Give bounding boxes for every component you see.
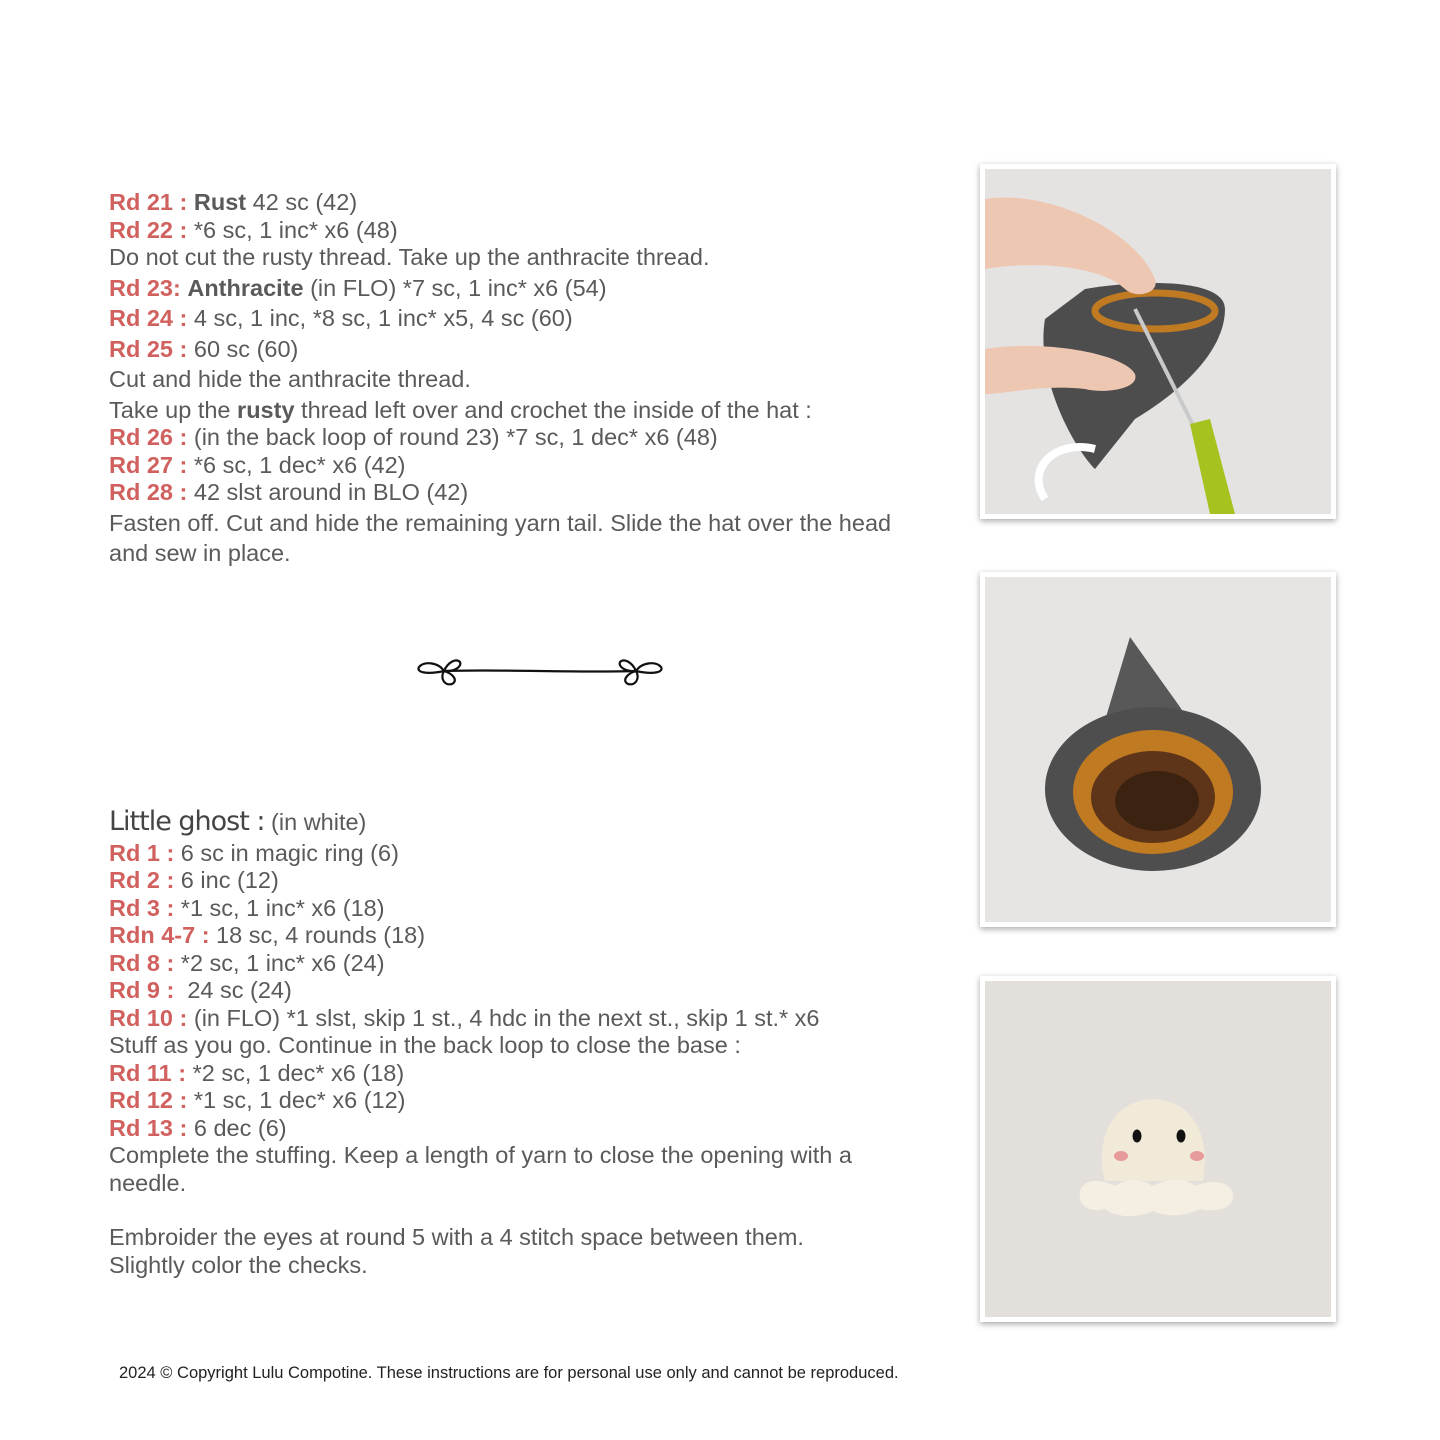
round-26: Rd 26 : (in the back loop of round 23) *7 sc, 1 dec* x6 (48)	[109, 424, 718, 450]
hat-instructions	[109, 189, 891, 568]
round-25: Rd 25 : 60 sc (60)	[109, 335, 299, 362]
round-27: Rd 27 : *6 sc, 1 dec* x6 (42)	[109, 451, 406, 478]
round-9: Rd 9 : 24 sc (24)	[109, 977, 292, 1003]
instruction-line: Slightly color the checks.	[109, 1251, 368, 1278]
ghost-heading: Little ghost : (in white)	[109, 806, 367, 837]
round-11: Rd 11 : *2 sc, 1 dec* x6 (18)	[109, 1059, 405, 1086]
round-22: Rd 22 : *6 sc, 1 inc* x6 (48)	[109, 216, 398, 243]
instruction-line: Stuff as you go. Continue in the back loop to close the base :	[109, 1032, 741, 1058]
round-21: Rd 21 : Rust 42 sc (42)	[109, 189, 358, 215]
round-10: Rd 10 : (in FLO) *1 slst, skip 1 st., 4 hdc in the next st., skip 1 st.* x6	[109, 1004, 820, 1031]
round-8: Rd 8 : *2 sc, 1 inc* x6 (24)	[109, 949, 385, 976]
round-28: Rd 28 : 42 slst around in BLO (42)	[109, 479, 469, 505]
round-23: Rd 23: Anthracite (in FLO) *7 sc, 1 inc* x6 (54)	[109, 274, 607, 301]
instruction-line: Take up the rusty thread left over and crochet the inside of the hat :	[109, 396, 812, 423]
photo-hat-crocheting	[980, 164, 1336, 519]
rounds-4-7: Rdn 4-7 : 18 sc, 4 rounds (18)	[109, 922, 426, 948]
ghost-instructions	[109, 808, 852, 1279]
instruction-line: Fasten off. Cut and hide the remaining yarn tail. Slide the hat over the head	[109, 509, 892, 536]
decorative-divider-icon	[414, 650, 666, 692]
photo-witch-hat	[980, 572, 1336, 927]
round-13: Rd 13 : 6 dec (6)	[109, 1114, 287, 1141]
instruction-line: and sew in place.	[109, 540, 291, 566]
round-1: Rd 1 : 6 sc in magic ring (6)	[109, 839, 399, 866]
instruction-line: Do not cut the rusty thread. Take up the anthracite thread.	[109, 244, 710, 270]
photo-little-ghost	[980, 976, 1336, 1322]
hat-crochet-image	[985, 169, 1331, 514]
witch-hat-image	[985, 577, 1331, 922]
round-24: Rd 24 : 4 sc, 1 inc, *8 sc, 1 inc* x5, 4 sc (60)	[109, 305, 573, 331]
round-3: Rd 3 : *1 sc, 1 inc* x6 (18)	[109, 894, 385, 921]
instruction-line: Embroider the eyes at round 5 with a 4 stitch space between them.	[109, 1224, 804, 1250]
instruction-line: Cut and hide the anthracite thread.	[109, 366, 471, 392]
instruction-line: Complete the stuffing. Keep a length of yarn to close the opening with a	[109, 1142, 852, 1168]
copyright-footer: 2024 © Copyright Lulu Compotine. These instructions are for personal use only and cannot be reproduced.	[119, 1364, 899, 1382]
round-12: Rd 12 : *1 sc, 1 dec* x6 (12)	[109, 1087, 406, 1113]
instruction-line: needle.	[109, 1169, 187, 1196]
round-2: Rd 2 : 6 inc (12)	[109, 867, 279, 893]
little-ghost-image	[985, 981, 1331, 1317]
section-title: Little ghost :	[109, 806, 265, 837]
